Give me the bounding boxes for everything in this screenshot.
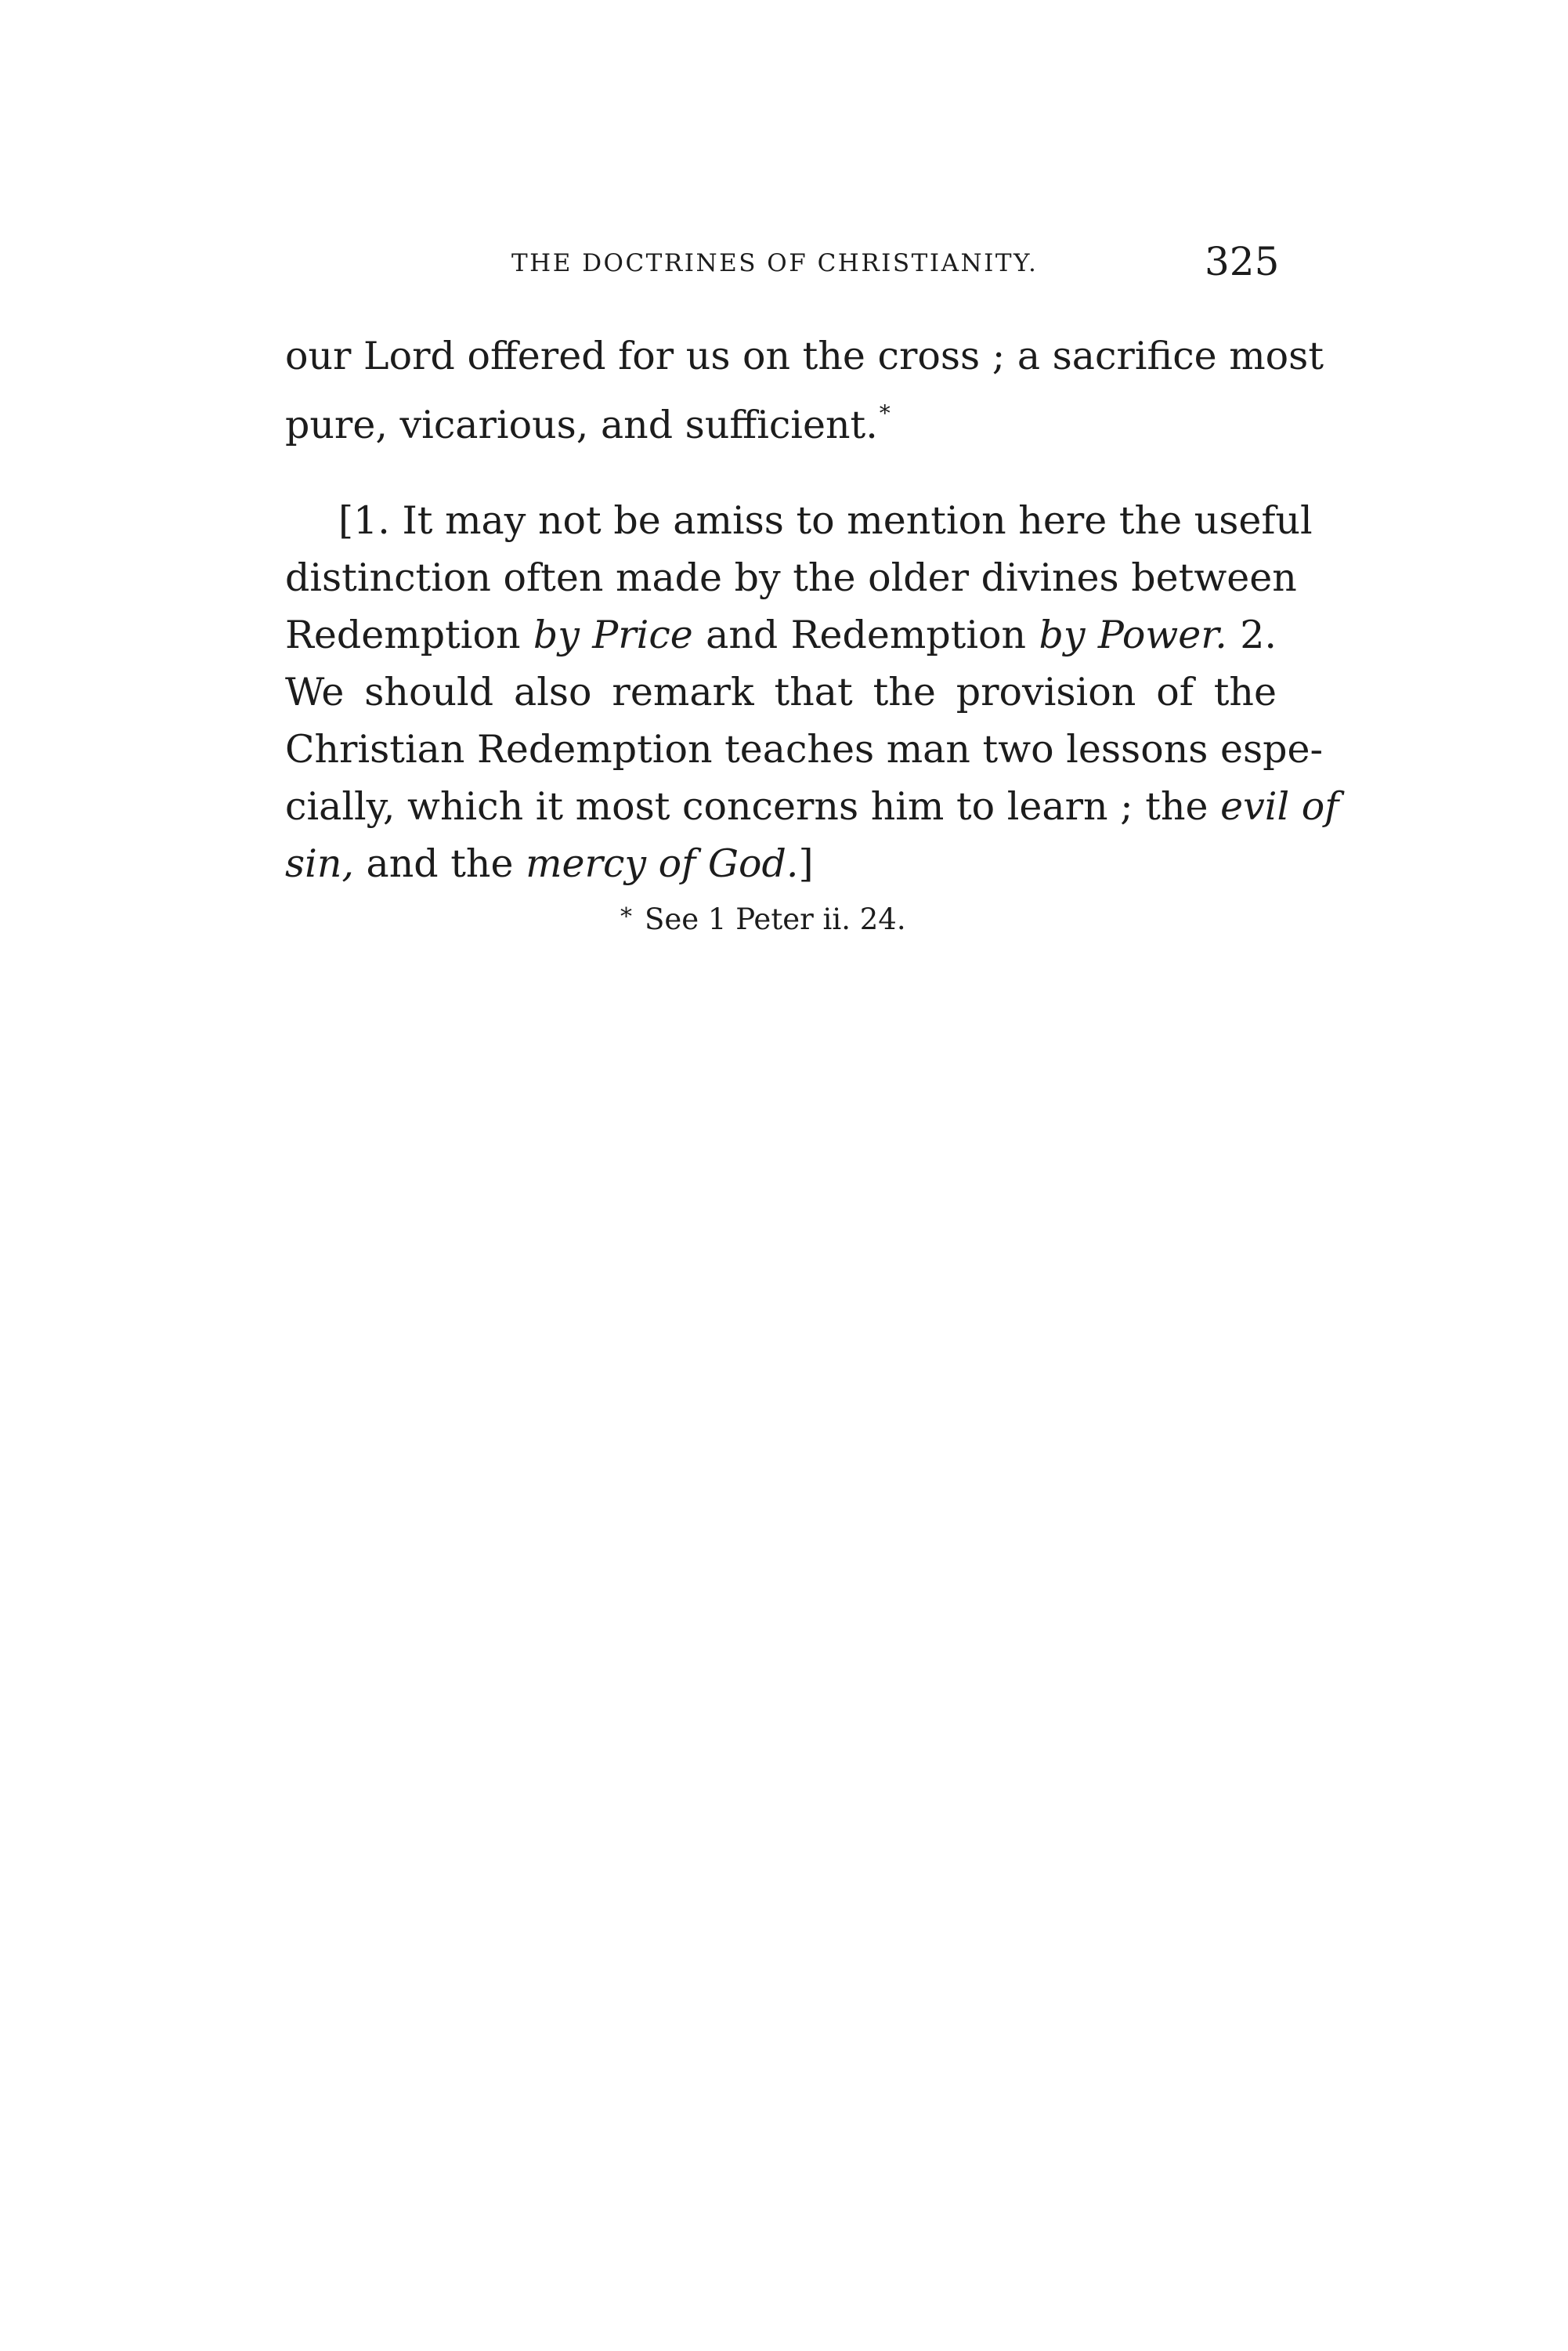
text-line: We should also remark that the provision of the (285, 670, 1277, 714)
bracketed-note-paragraph (285, 492, 1339, 892)
paragraph-continued (285, 327, 1324, 447)
text-run: ] (798, 841, 814, 886)
italic-run: by Price (533, 613, 693, 657)
italic-run: sin, (285, 841, 354, 886)
text-run: Redemption (285, 613, 533, 657)
italic-run: evil of (1220, 784, 1339, 829)
italic-run: mercy of God. (526, 841, 799, 886)
running-title: THE DOCTRINES OF CHRISTIANITY. (511, 249, 1039, 277)
text-line: our Lord offered for us on the cross ; a sacrifice most (285, 334, 1324, 378)
text-run: and Redemption (692, 613, 1039, 657)
text-line: distinction often made by the older divines between (285, 555, 1297, 600)
footnote (620, 902, 906, 936)
footnote-text: See 1 Peter ii. 24. (645, 902, 906, 936)
text-run: pure, vicarious, and sufficient. (285, 403, 878, 447)
footnote-marker: * (620, 903, 632, 931)
text-line: [1. It may not be amiss to mention here the useful (338, 498, 1313, 543)
text-line (285, 385, 1277, 447)
italic-run: by Power. (1039, 613, 1227, 657)
text-run: 2. (1227, 613, 1277, 657)
text-line (285, 606, 1277, 664)
page-number: 325 (1205, 239, 1280, 284)
text-run: and the (353, 841, 526, 886)
text-line (285, 835, 1277, 892)
text-run: cially, which it most concerns him to learn ; the (285, 784, 1221, 829)
text-line (285, 778, 1339, 835)
text-line: Christian Redemption teaches man two lessons espe- (285, 727, 1324, 772)
footnote-reference-mark: * (879, 400, 891, 426)
